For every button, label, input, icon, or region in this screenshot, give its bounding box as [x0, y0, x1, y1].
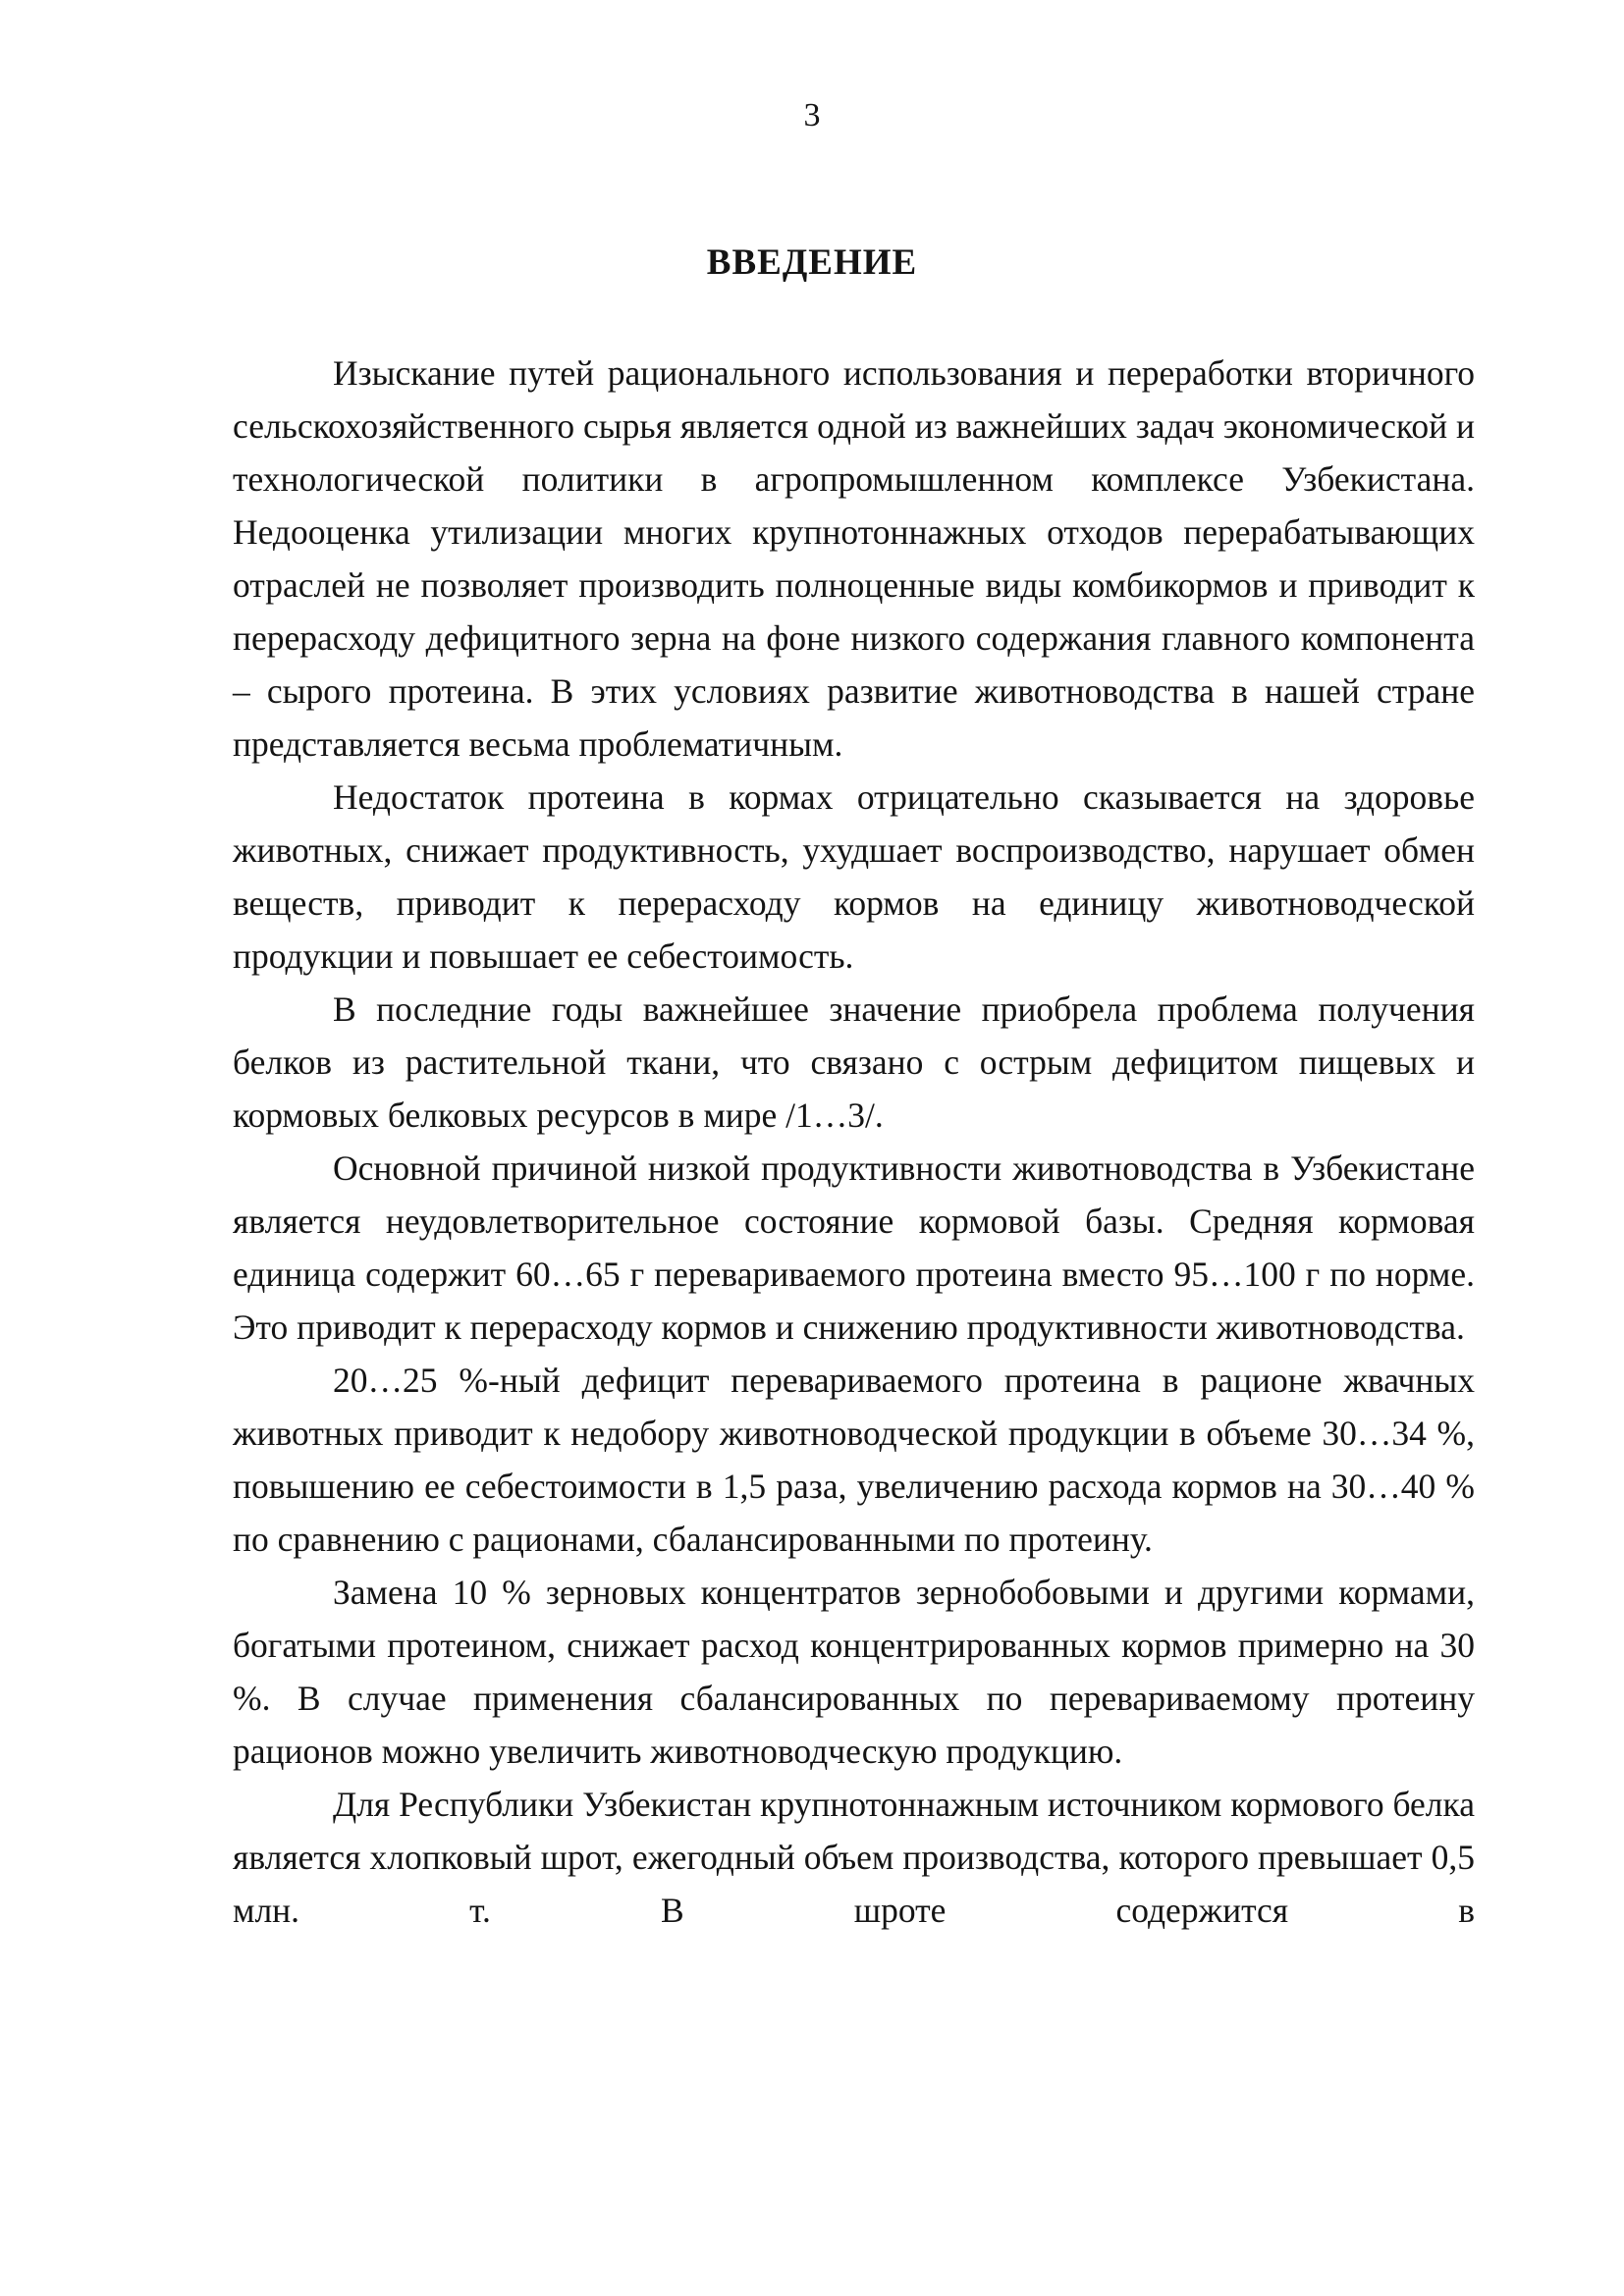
- paragraph: Изыскание путей рационального использования и переработки вторичного сельскохозяйственного сырья является одной из важнейших задач экономической и технологической политики в агропромышленном комплексе Узбекистана. Недооценка утилизации многих крупнотоннажных отходов перерабатывающих отраслей не позволяет производить полноценные виды комбикормов и приводит к перерасходу дефицитного зерна на фоне низкого содержания главного компонента – сырого протеина. В этих условиях развитие животноводства в нашей стране представляется весьма проблематичным.: [233, 353, 1475, 764]
- paragraph: Основной причиной низкой продуктивности животноводства в Узбекистане является неудовлетворительное состояние кормовой базы. Средняя кормовая единица содержит 60…65 г перевариваемого протеина вместо 95…100 г по норме. Это приводит к перерасходу кормов и снижению продуктивности животноводства.: [233, 1148, 1475, 1347]
- paragraph: Замена 10 % зерновых концентратов зернобобовыми и другими кормами, богатыми протеином, снижает расход концентрированных кормов примерно на 30 %. В случае применения сбалансированных по перевариваемому протеину рационов можно увеличить животноводческую продукцию.: [233, 1573, 1475, 1771]
- section-heading: ВВЕДЕНИЕ: [706, 242, 918, 283]
- paragraph: В последние годы важнейшее значение приобрела проблема получения белков из растительной ткани, что связано с острым дефицитом пищевых и кормовых белковых ресурсов в мире /1…3/.: [233, 989, 1475, 1135]
- paragraph: Для Республики Узбекистан крупнотоннажным источником кормового белка является хлопковый шрот, ежегодный объем производства, которого превышает 0,5 млн. т. В шроте содержится в: [233, 1785, 1475, 1930]
- body-text: [233, 347, 1475, 1937]
- paragraph: Недостаток протеина в кормах отрицательно сказывается на здоровье животных, снижает продуктивность, ухудшает воспроизводство, нарушает обмен веществ, приводит к перерасходу кормов на единицу животноводческой продукции и повышает ее себестоимость.: [233, 777, 1475, 976]
- paragraph: 20…25 %-ный дефицит перевариваемого протеина в рационе жвачных животных приводит к недобору животноводческой продукции в объеме 30…34 %, повышению ее себестоимости в 1,5 раза, увеличению расхода кормов на 30…40 % по сравнению с рационами, сбалансированными по протеину.: [233, 1361, 1475, 1559]
- page-number: 3: [803, 97, 821, 133]
